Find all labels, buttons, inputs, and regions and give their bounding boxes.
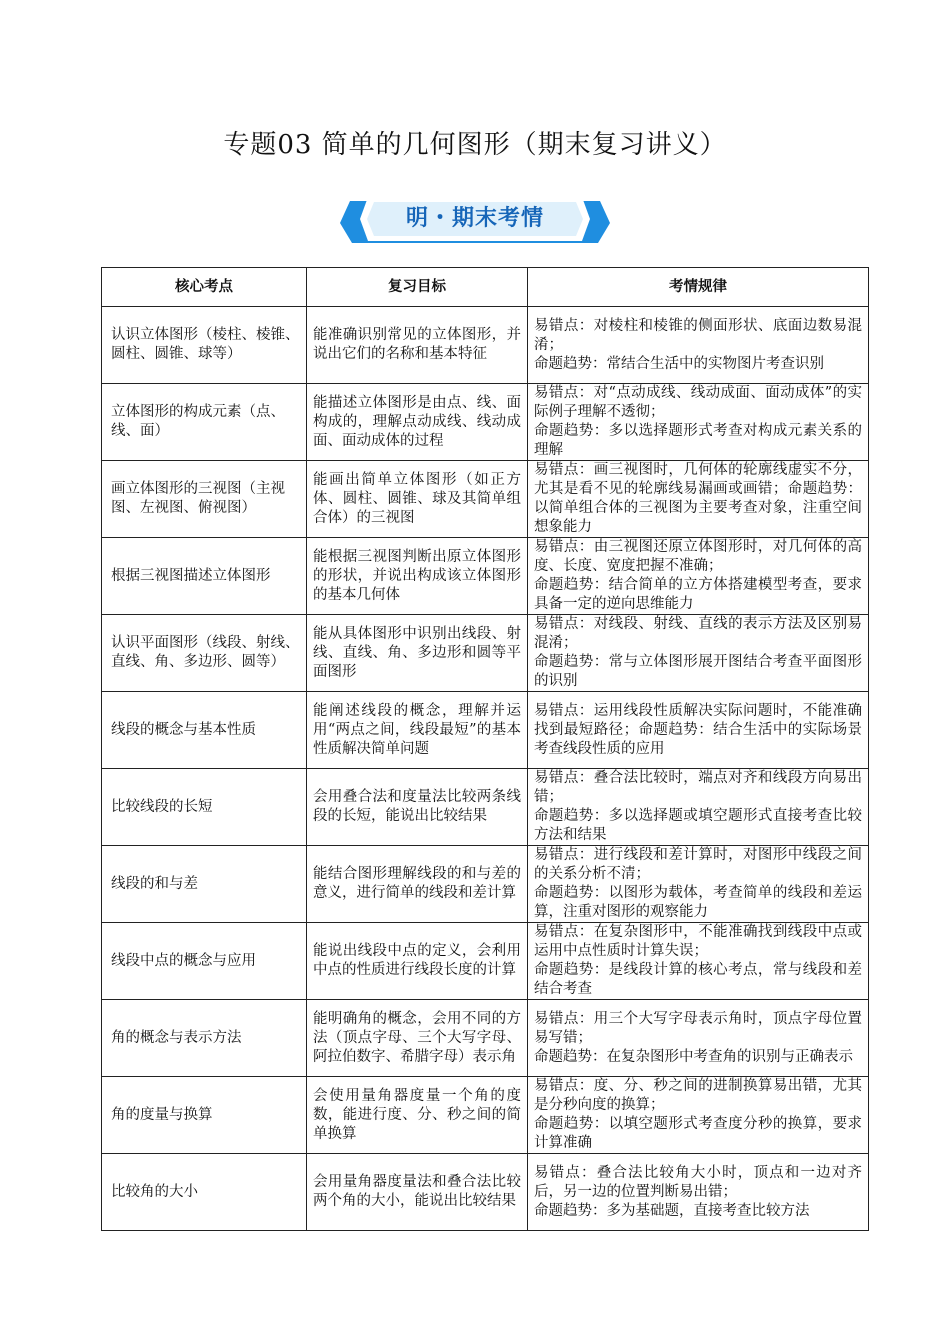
cell-topic: 角的度量与换算 xyxy=(102,1077,307,1154)
section-banner xyxy=(340,193,610,245)
cell-pattern: 易错点：度、分、秒之间的进制换算易出错，尤其是分秒向度的换算； 命题趋势：以填空题形式考查度分秒的换算，要求计算准确 xyxy=(528,1077,869,1154)
cell-pattern: 易错点：对“点动成线、线动成面、面动成体”的实际例子理解不透彻； 命题趋势：多以选择题形式考查对构成元素关系的理解 xyxy=(528,384,869,461)
header-goal: 复习目标 xyxy=(307,268,528,307)
cell-pattern: 易错点：对线段、射线、直线的表示方法及区别易混淆； 命题趋势：常与立体图形展开图结合考查平面图形的识别 xyxy=(528,615,869,692)
cell-pattern: 易错点：画三视图时，几何体的轮廓线虚实不分，尤其是看不见的轮廓线易漏画或画错；命题趋势：以简单组合体的三视图为主要考查对象，注重空间想象能力 xyxy=(528,461,869,538)
cell-goal: 能从具体图形中识别出线段、射线、直线、角、多边形和圆等平面图形 xyxy=(307,615,528,692)
table-row xyxy=(102,846,869,923)
cell-topic: 认识立体图形（棱柱、棱锥、圆柱、圆锥、球等） xyxy=(102,307,307,384)
cell-goal: 能结合图形理解线段的和与差的意义，进行简单的线段和差计算 xyxy=(307,846,528,923)
cell-pattern: 易错点：对棱柱和棱锥的侧面形状、底面边数易混淆； 命题趋势：常结合生活中的实物图片考查识别 xyxy=(528,307,869,384)
table-row xyxy=(102,923,869,1000)
cell-topic: 画立体图形的三视图（主视图、左视图、俯视图） xyxy=(102,461,307,538)
header-pattern: 考情规律 xyxy=(528,268,869,307)
table-row xyxy=(102,538,869,615)
cell-goal: 能明确角的概念，会用不同的方法（顶点字母、三个大写字母、阿拉伯数字、希腊字母）表示角 xyxy=(307,1000,528,1077)
table-row xyxy=(102,1154,869,1231)
header-topic: 核心考点 xyxy=(102,268,307,307)
cell-goal: 能准确识别常见的立体图形，并说出它们的名称和基本特征 xyxy=(307,307,528,384)
cell-pattern: 易错点：运用线段性质解决实际问题时，不能准确找到最短路径；命题趋势：结合生活中的实际场景考查线段性质的应用 xyxy=(528,692,869,769)
cell-topic: 比较角的大小 xyxy=(102,1154,307,1231)
table-row xyxy=(102,384,869,461)
cell-goal: 能说出线段中点的定义，会利用中点的性质进行线段长度的计算 xyxy=(307,923,528,1000)
table-row xyxy=(102,615,869,692)
cell-topic: 线段中点的概念与应用 xyxy=(102,923,307,1000)
cell-pattern: 易错点：进行线段和差计算时，对图形中线段之间的关系分析不清； 命题趋势：以图形为载体，考查简单的线段和差运算，注重对图形的观察能力 xyxy=(528,846,869,923)
table-row xyxy=(102,461,869,538)
cell-pattern: 易错点：由三视图还原立体图形时，对几何体的高度、长度、宽度把握不准确； 命题趋势：结合简单的立方体搭建模型考查，要求具备一定的逆向思维能力 xyxy=(528,538,869,615)
page-title: 专题03 简单的几何图形（期末复习讲义） xyxy=(223,130,727,160)
cell-topic: 认识平面图形（线段、射线、直线、角、多边形、圆等） xyxy=(102,615,307,692)
cell-pattern: 易错点：叠合法比较时，端点对齐和线段方向易出错； 命题趋势：多以选择题或填空题形式直接考查比较方法和结果 xyxy=(528,769,869,846)
cell-goal: 会使用量角器度量一个角的度数，能进行度、分、秒之间的简单换算 xyxy=(307,1077,528,1154)
cell-topic: 根据三视图描述立体图形 xyxy=(102,538,307,615)
cell-pattern: 易错点：用三个大写字母表示角时，顶点字母位置易写错； 命题趋势：在复杂图形中考查角的识别与正确表示 xyxy=(528,1000,869,1077)
cell-pattern: 易错点：叠合法比较角大小时，顶点和一边对齐后，另一边的位置判断易出错； 命题趋势：多为基础题，直接考查比较方法 xyxy=(528,1154,869,1231)
cell-topic: 比较线段的长短 xyxy=(102,769,307,846)
table-header-row xyxy=(102,268,869,307)
exam-overview-table xyxy=(101,267,869,1231)
table-row xyxy=(102,769,869,846)
cell-pattern: 易错点：在复杂图形中，不能准确找到线段中点或运用中点性质时计算失误； 命题趋势：是线段计算的核心考点，常与线段和差结合考查 xyxy=(528,923,869,1000)
banner-label: 明・期末考情 xyxy=(405,206,544,231)
cell-goal: 能阐述线段的概念，理解并运用“两点之间，线段最短”的基本性质解决简单问题 xyxy=(307,692,528,769)
cell-topic: 角的概念与表示方法 xyxy=(102,1000,307,1077)
table-row xyxy=(102,692,869,769)
table-row xyxy=(102,1077,869,1154)
cell-topic: 线段的概念与基本性质 xyxy=(102,692,307,769)
cell-goal: 能画出简单立体图形（如正方体、圆柱、圆锥、球及其简单组合体）的三视图 xyxy=(307,461,528,538)
cell-goal: 会用叠合法和度量法比较两条线段的长短，能说出比较结果 xyxy=(307,769,528,846)
table-row xyxy=(102,307,869,384)
table-row xyxy=(102,1000,869,1077)
cell-goal: 能描述立体图形是由点、线、面构成的，理解点动成线、线动成面、面动成体的过程 xyxy=(307,384,528,461)
cell-goal: 会用量角器度量法和叠合法比较两个角的大小，能说出比较结果 xyxy=(307,1154,528,1231)
cell-topic: 线段的和与差 xyxy=(102,846,307,923)
cell-topic: 立体图形的构成元素（点、线、面） xyxy=(102,384,307,461)
cell-goal: 能根据三视图判断出原立体图形的形状，并说出构成该立体图形的基本几何体 xyxy=(307,538,528,615)
